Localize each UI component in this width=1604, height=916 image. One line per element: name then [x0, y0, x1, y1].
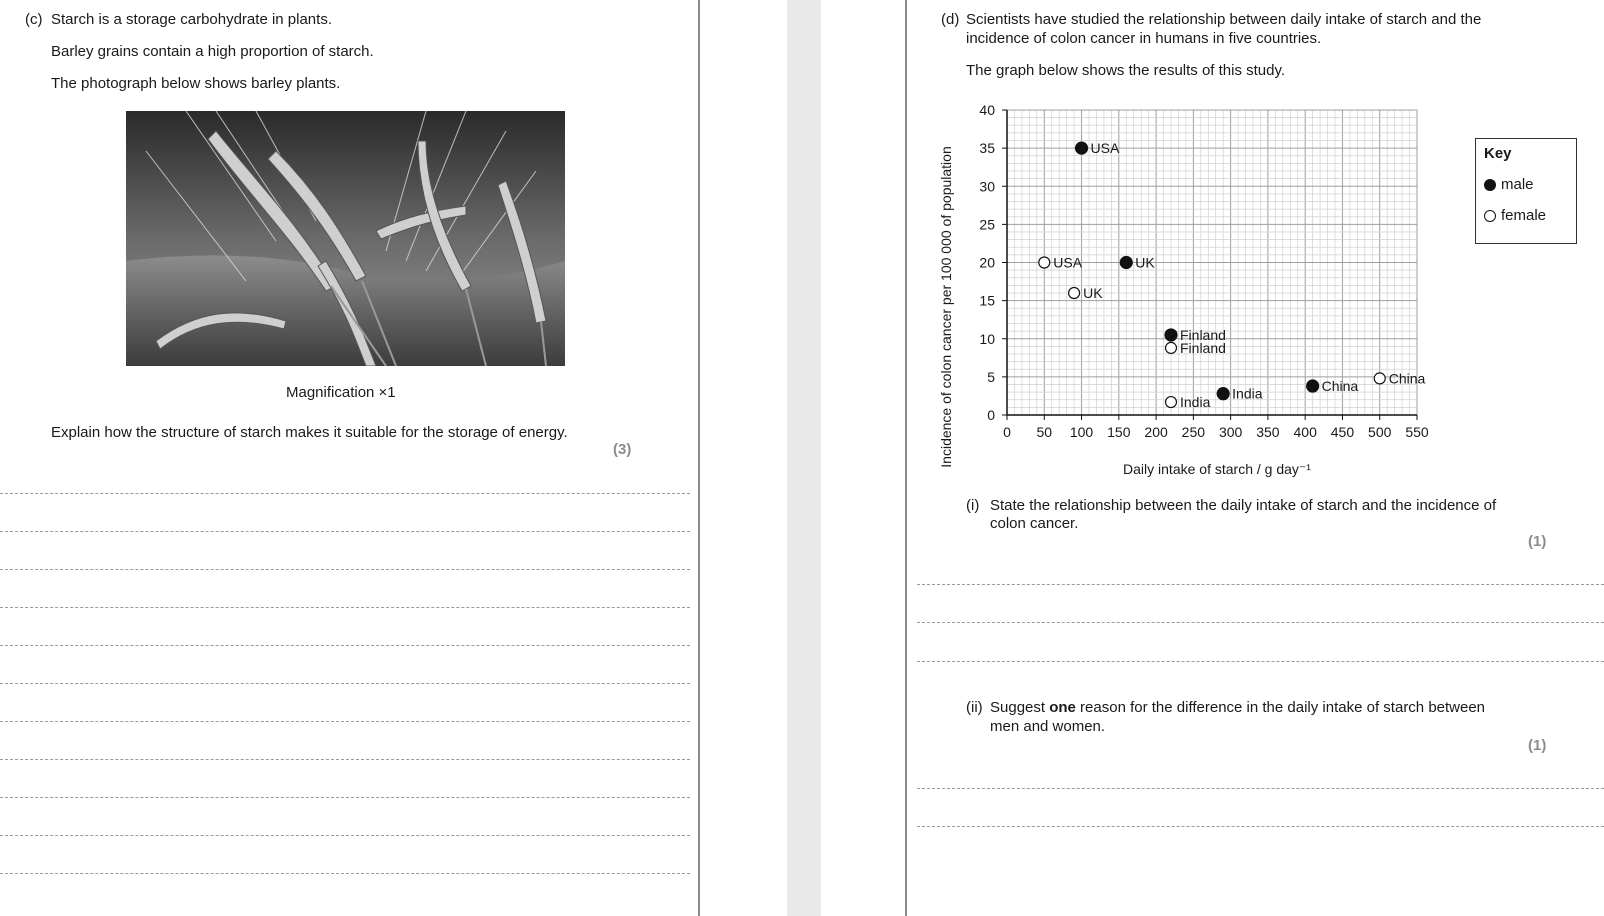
question-ii-text [990, 698, 1485, 717]
page-divider [698, 0, 700, 916]
female-data-point [1374, 373, 1385, 384]
starch-cancer-scatter-chart [937, 95, 1457, 480]
answer-line[interactable] [917, 661, 1604, 662]
answer-line[interactable] [0, 797, 690, 798]
x-tick-label: 500 [1368, 424, 1392, 440]
male-point-label: Finland [1180, 326, 1226, 343]
answer-line[interactable] [0, 721, 690, 722]
x-tick-label: 50 [1036, 424, 1053, 440]
y-tick-label: 20 [979, 254, 995, 271]
question-d-text-3: The graph below shows the results of this study. [966, 62, 1286, 79]
male-point-label: India [1232, 385, 1263, 402]
answer-line[interactable] [917, 788, 1604, 789]
y-tick-label: 30 [979, 178, 995, 195]
y-axis-label: Incidence of colon cancer per 100 000 of population [938, 146, 954, 468]
question-c-text-3: The photograph below shows barley plants. [51, 75, 341, 92]
question-ii-pre: Suggest [990, 699, 1050, 716]
answer-line[interactable] [0, 607, 690, 608]
answer-line[interactable] [0, 531, 690, 532]
female-data-point [1039, 257, 1050, 268]
y-tick-label: 5 [987, 368, 995, 385]
x-tick-label: 100 [1069, 424, 1094, 440]
page-gutter [787, 0, 821, 916]
question-c-prompt: Explain how the structure of starch makes it suitable for the storage of energy. [51, 424, 568, 441]
answer-line[interactable] [0, 569, 690, 570]
x-tick-label: 400 [1293, 424, 1317, 440]
marks-i: (1) [1528, 533, 1547, 550]
y-tick-label: 40 [979, 102, 995, 118]
y-tick-label: 0 [987, 407, 995, 423]
legend-title: Key [1484, 145, 1512, 162]
marks-ii: (1) [1528, 737, 1547, 754]
question-d-text: Scientists have studied the relationship between daily intake of starch and the [966, 11, 1482, 28]
question-c-text-2: Barley grains contain a high proportion of starch. [51, 43, 374, 60]
barley-photograph [126, 111, 565, 366]
question-ii-text-2: men and women. [990, 718, 1106, 735]
x-tick-label: 0 [1003, 424, 1011, 440]
female-point-label: USA [1053, 254, 1083, 271]
question-ii-label: (ii) [966, 699, 983, 716]
answer-line[interactable] [0, 759, 690, 760]
question-ii-emphasis: one [1049, 699, 1076, 716]
male-data-point [1217, 388, 1229, 400]
question-d-label: (d) [941, 11, 960, 28]
legend-female-label: female [1501, 207, 1547, 224]
x-tick-label: 550 [1405, 424, 1429, 440]
y-tick-label: 35 [979, 140, 995, 157]
magnification-caption: Magnification ×1 [286, 384, 396, 401]
male-point-label: UK [1135, 254, 1155, 271]
answer-line[interactable] [917, 622, 1604, 623]
male-point-label: China [1321, 378, 1359, 395]
male-data-point [1165, 329, 1177, 341]
female-point-label: Finland [1180, 339, 1226, 356]
answer-line[interactable] [0, 683, 690, 684]
y-tick-label: 15 [979, 292, 995, 309]
male-data-point [1120, 257, 1132, 269]
question-c-label: (c) [25, 11, 43, 28]
answer-line[interactable] [0, 835, 690, 836]
open-circle-icon [1484, 210, 1496, 222]
x-tick-label: 200 [1144, 424, 1168, 440]
y-tick-label: 25 [979, 216, 995, 233]
x-tick-label: 250 [1181, 424, 1206, 440]
question-i-text-2: colon cancer. [990, 515, 1079, 532]
female-point-label: India [1180, 394, 1211, 411]
x-tick-label: 300 [1218, 424, 1243, 440]
legend-male-label: male [1501, 176, 1534, 193]
female-data-point [1069, 288, 1080, 299]
x-tick-label: 350 [1256, 424, 1280, 440]
answer-line[interactable] [0, 645, 690, 646]
x-tick-label: 450 [1330, 424, 1355, 440]
female-point-label: UK [1083, 285, 1103, 301]
question-c-text: Starch is a storage carbohydrate in plants. [51, 11, 332, 28]
answer-line[interactable] [0, 493, 690, 494]
question-i-text: State the relationship between the daily intake of starch and the incidence of [990, 497, 1497, 514]
filled-circle-icon [1484, 179, 1496, 191]
y-tick-label: 10 [979, 330, 995, 347]
answer-line[interactable] [917, 826, 1604, 827]
male-data-point [1307, 380, 1319, 392]
female-data-point [1166, 342, 1177, 353]
x-tick-label: 150 [1107, 424, 1131, 440]
left-page [0, 0, 698, 916]
chart-legend [1475, 138, 1577, 244]
question-d-text-2: incidence of colon cancer in humans in five countries. [966, 30, 1322, 47]
female-point-label: China [1388, 370, 1426, 387]
question-i-label: (i) [966, 497, 980, 514]
right-page [907, 0, 1604, 916]
marks-c: (3) [613, 441, 632, 458]
answer-line[interactable] [917, 584, 1604, 585]
male-data-point [1076, 142, 1088, 154]
female-data-point [1166, 397, 1177, 408]
answer-line[interactable] [0, 873, 690, 874]
chart-ticks [979, 102, 1428, 440]
x-axis-label: Daily intake of starch / g day⁻¹ [1123, 461, 1311, 477]
question-ii-post: reason for the difference in the daily intake of starch between [1075, 699, 1486, 716]
male-point-label: USA [1090, 140, 1120, 157]
